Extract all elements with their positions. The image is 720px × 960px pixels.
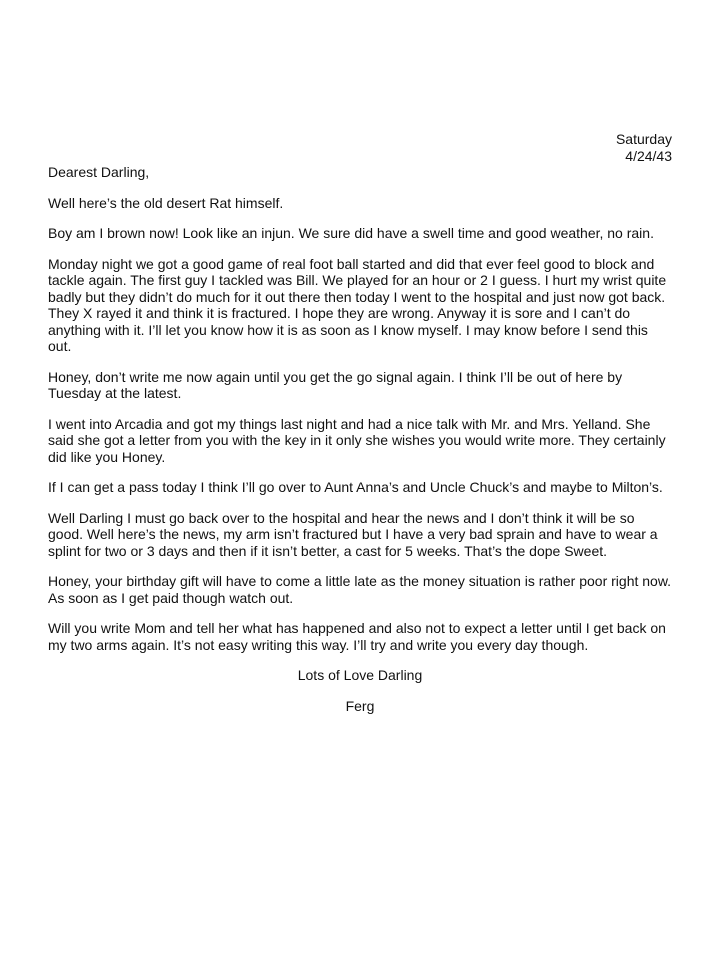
signature: Ferg — [345, 697, 375, 714]
letter-body — [48, 131, 672, 714]
salutation: Dearest Darling, — [48, 164, 150, 180]
paragraph-7: Well Darling I must go back over to the hospital and hear the news and I don’t think it will be so good. Well here’s the news, my arm isn’t fractured but I have a very bad sprain and have to wear a splint for two or 3 days and then if it isn’t better, a cast for 5 weeks. That’s the dope Sweet. — [48, 509, 658, 559]
paragraph-6: If I can get a pass today I think I’ll go over to Aunt Anna’s and Uncle Chuck’s and maybe to Milton’s. — [48, 479, 663, 495]
closing: Lots of Love Darling — [297, 667, 423, 683]
letter-date: 4/24/43 — [625, 147, 672, 164]
paragraph-2: Boy am I brown now! Look like an injun. We sure did have a swell time and good weather, no rain. — [48, 225, 654, 241]
paragraph-8: Honey, your birthday gift will have to come a little late as the money situation is rather poor right now. As soon as I get paid though watch out. — [48, 573, 672, 606]
dateline — [48, 131, 672, 164]
paragraph-9: Will you write Mom and tell her what has happened and also not to expect a letter until I get back on my two arms again. It’s not easy writing this way. I’ll try and write you every day though. — [48, 620, 666, 653]
paragraph-3: Monday night we got a good game of real foot ball started and did that ever feel good to block and tackle again. The first guy I tackled was Bill. We played for an hour or 2 I guess. I hurt my wrist quite badly but they didn’t do much for it out there then today I went to the hospital and just now got back. They X rayed it and think it is fractured. I hope they are wrong. Anyway it is sore and I can’t do anything with it. I’ll let you know how it is as soon as I know myself. I may know before I send this out. — [48, 255, 667, 354]
paragraph-5: I went into Arcadia and got my things last night and had a nice talk with Mr. and Mrs. Yelland. She said she got a letter from you with the key in it only she wishes you would write more. They certainly did like you Honey. — [48, 415, 666, 465]
letter-day: Saturday — [615, 131, 672, 147]
paragraph-1: Well here’s the old desert Rat himself. — [48, 194, 284, 211]
paragraph-4: Honey, don’t write me now again until you get the go signal again. I think I’ll be out of here by Tuesday at the latest. — [48, 368, 623, 401]
